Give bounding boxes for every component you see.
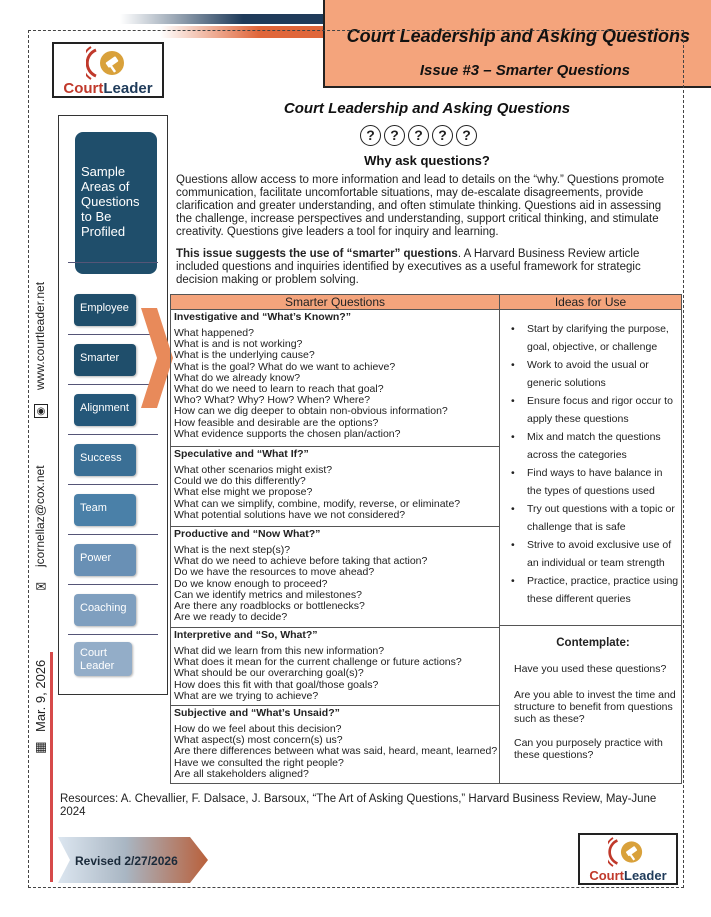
category-investigative — [174, 311, 499, 440]
nav-divider — [68, 484, 158, 485]
table-divider-vertical — [499, 295, 500, 783]
category-title: Investigative and “What’s Known?” — [174, 311, 351, 323]
question: What happened? — [174, 327, 254, 339]
question: What do we need to learn to reach that goal? — [174, 383, 384, 396]
logo-wordmark — [54, 80, 162, 97]
intro-rest: . A Harvard Business Review article included questions and inquiries identified by executives as a useful framework for strategic decision making or problem solving. — [176, 248, 641, 286]
question: How do we feel about this decision? — [174, 723, 342, 735]
category-title: Interpretive and “So, What?” — [174, 629, 318, 641]
question: Are we ready to decide? — [174, 611, 288, 624]
question: Are all stakeholders aligned? — [174, 767, 309, 780]
idea-item: • Work to avoid the usual or generic solutions — [507, 357, 679, 392]
question: What is the goal? What do we want to achieve? — [174, 360, 396, 373]
category-title: Subjective and “What’s Unsaid?” — [174, 707, 340, 719]
question: What should be our overarching goal(s)? — [174, 667, 364, 680]
table-header-questions: Smarter Questions — [171, 295, 499, 310]
contemplate-question: Can you purposely practice with these questions? — [514, 737, 663, 761]
category-subjective — [174, 707, 499, 780]
idea-item: • Try out questions with a topic or challenge that is safe — [507, 501, 679, 536]
nav-item-court-leader[interactable]: Court Leader — [74, 642, 132, 676]
envelope-icon: ✉ — [35, 579, 47, 594]
questions-table — [170, 294, 682, 784]
logo-wordmark — [580, 868, 676, 883]
logo-word-leader: Leader — [624, 868, 667, 883]
category-title: Speculative and “What If?” — [174, 448, 309, 460]
question-mark-icon: ? — [408, 125, 429, 146]
category-interpretive — [174, 629, 499, 702]
category-productive — [174, 528, 499, 623]
red-accent-bar — [50, 652, 53, 882]
ideas-list — [507, 321, 679, 609]
question: How feasible and desirable are the options? — [174, 416, 379, 429]
main-title: Court Leadership and Asking Questions — [283, 100, 571, 117]
header-title: Court Leadership and Asking Questions — [346, 26, 690, 46]
table-row-divider — [171, 526, 499, 527]
courtleader-logo-bottom — [578, 833, 678, 885]
intro-bold: This issue suggests the use of “smarter” questions — [176, 248, 458, 260]
question: Are there differences between what was said, heard, meant, learned? — [174, 745, 498, 758]
nav-divider — [68, 434, 158, 435]
question: How does this fit with that goal/those goals? — [174, 678, 379, 691]
question: What evidence supports the chosen plan/action? — [174, 427, 401, 440]
nav-item-power[interactable]: Power — [74, 544, 136, 576]
gavel-icon — [608, 837, 648, 867]
contemplate-question: Are you able to invest the time and structure to benefit from questions such as these? — [514, 689, 676, 725]
intro-paragraph: Questions allow access to more information and lead to details on the “why.” Questions promote communication, facilitate uncomfortable situations, may de-escalate disagreements, provide clarification and greater understanding, and often stimulate thinking. Questions aid in assessing the challenge, increase perspectives and understanding, support critical thinking, and stimulate creativity. Questions give leaders a tool for inquiry and learning. — [176, 174, 665, 238]
question: Have we consulted the right people? — [174, 756, 344, 769]
why-heading: Why ask questions? — [364, 153, 490, 168]
intro-paragraph-2 — [176, 248, 680, 287]
question: Could we do this differently? — [174, 475, 306, 488]
question: Who? What? Why? How? When? Where? — [174, 394, 371, 407]
nav-divider — [68, 262, 158, 263]
nav-divider — [68, 584, 158, 585]
table-header-ideas: Ideas for Use — [500, 295, 681, 310]
question: What is the underlying cause? — [174, 349, 315, 362]
nav-divider — [68, 634, 158, 635]
question-mark-icon: ? — [456, 125, 477, 146]
question: What does it mean for the current challenge or future actions? — [174, 656, 462, 669]
logo-word-court: Court — [589, 868, 625, 883]
resources-citation: Resources: A. Chevallier, F. Dalsace, J. Barsoux, “The Art of Asking Questions,” Harvard Business Review, May-June 2024 — [60, 793, 657, 818]
nav-hero-box: Sample Areas of Questions to Be Profiled — [75, 132, 157, 274]
courtleader-logo-top — [52, 42, 164, 98]
question: What other scenarios might exist? — [174, 464, 333, 476]
question: How can we dig deeper to obtain non-obvious information? — [174, 405, 448, 418]
question: Can we identify metrics and milestones? — [174, 588, 362, 601]
revised-date: Revised 2/27/2026 — [75, 854, 178, 868]
nav-divider — [68, 534, 158, 535]
nav-item-success[interactable]: Success — [74, 444, 136, 476]
idea-item: • Find ways to have balance in the types of questions used — [507, 465, 679, 500]
header-stripe-dark — [120, 14, 325, 24]
category-speculative — [174, 448, 499, 521]
table-row-divider — [171, 446, 499, 447]
question: Do we know enough to proceed? — [174, 577, 328, 590]
chevron-arrow-icon — [141, 308, 173, 408]
header-issue: Issue #3 – Smarter Questions — [419, 62, 630, 79]
question-marks-row — [360, 125, 477, 147]
gavel-icon — [86, 46, 130, 80]
question: What is and is not working? — [174, 338, 303, 351]
question-mark-icon: ? — [432, 125, 453, 146]
question: Do we have the resources to move ahead? — [174, 566, 375, 579]
nav-item-employee[interactable]: Employee — [74, 294, 136, 326]
globe-icon: ◉ — [34, 404, 48, 418]
question-mark-icon: ? — [384, 125, 405, 146]
nav-item-coaching[interactable]: Coaching — [74, 594, 136, 626]
question: What can we simplify, combine, modify, reverse, or eliminate? — [174, 497, 461, 510]
idea-item: • Practice, practice, practice using these different queries — [507, 573, 679, 608]
contemplate-question: Have you used these questions? — [514, 663, 667, 675]
idea-item: • Start by clarifying the purpose, goal, objective, or challenge — [507, 321, 679, 356]
question: What potential solutions have we not considered? — [174, 508, 406, 521]
question: What do we need to achieve before taking that action? — [174, 555, 428, 568]
question: Are there any roadblocks or bottlenecks? — [174, 600, 365, 613]
idea-item: • Strive to avoid exclusive use of an individual or team strength — [507, 537, 679, 572]
category-title: Productive and “Now What?” — [174, 528, 321, 540]
calendar-icon: ▦ — [34, 739, 48, 754]
nav-item-alignment[interactable]: Alignment — [74, 394, 136, 426]
nav-item-smarter[interactable]: Smarter — [74, 344, 136, 376]
logo-word-leader: Leader — [103, 80, 153, 97]
question: What did we learn from this new information? — [174, 645, 385, 657]
date-text: Mar. 9, 2026 — [33, 659, 48, 732]
table-row-divider — [171, 627, 499, 628]
contemplate-divider — [500, 625, 682, 626]
question: What is the next step(s)? — [174, 544, 291, 556]
nav-item-team[interactable]: Team — [74, 494, 136, 526]
question-mark-icon: ? — [360, 125, 381, 146]
idea-item: • Ensure focus and rigor occur to apply these questions — [507, 393, 679, 428]
question: What do we already know? — [174, 371, 301, 384]
logo-word-court: Court — [63, 80, 104, 97]
question: What else might we propose? — [174, 486, 313, 499]
website-text[interactable]: www.courtleader.net — [33, 281, 47, 390]
idea-item: • Mix and match the questions across the categories — [507, 429, 679, 464]
table-row-divider — [171, 705, 499, 706]
contemplate-title: Contemplate: — [556, 637, 630, 649]
question: What are we trying to achieve? — [174, 689, 319, 702]
question: What aspect(s) most concern(s) us? — [174, 734, 343, 747]
email-text[interactable]: jcornellaz@cox.net — [33, 465, 47, 567]
